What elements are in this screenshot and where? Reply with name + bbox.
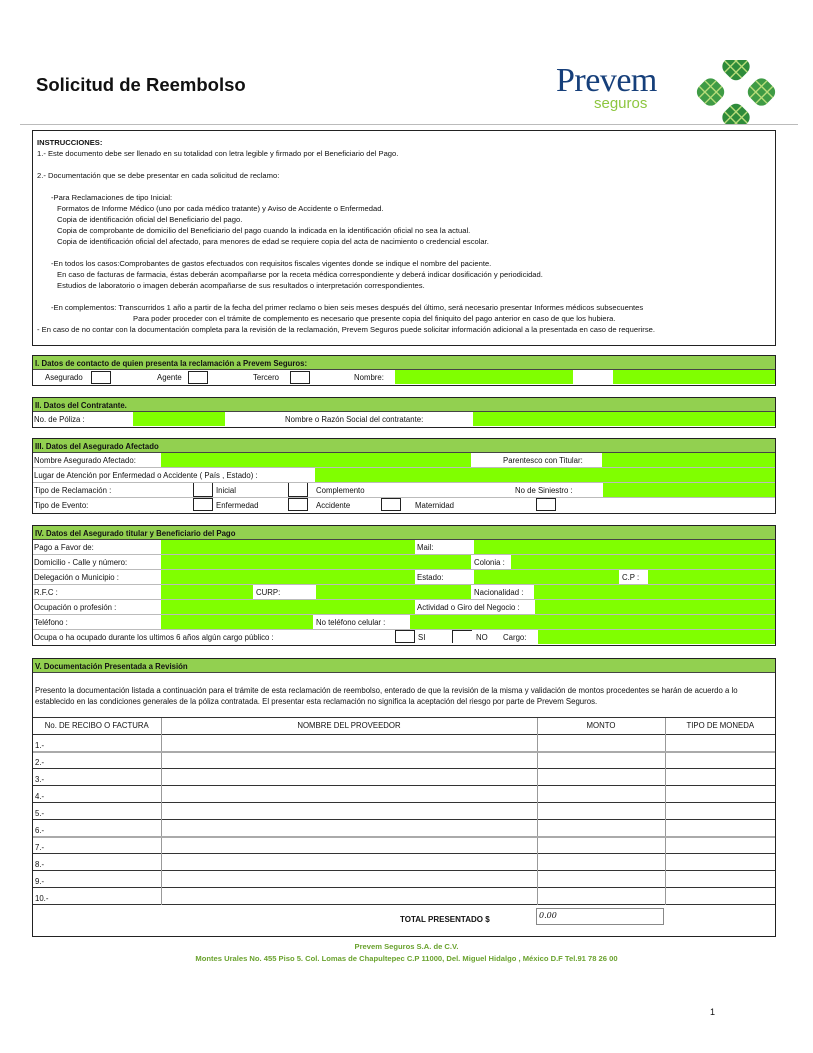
instruction-line: Para poder proceder con el trámite de complemento es necesario que presente copia del finiquito del pago anterior en caso de que los hubiera.	[133, 314, 616, 323]
page-number: 1	[710, 1007, 716, 1017]
razon-social-field[interactable]	[473, 412, 775, 426]
row-number[interactable]: 2.-	[33, 752, 161, 769]
ocupacion-row	[33, 600, 775, 615]
column-header: No. DE RECIBO O FACTURA	[33, 718, 161, 735]
column-header: MONTO	[537, 718, 665, 735]
actividad-field[interactable]	[535, 600, 775, 614]
instruction-line: En caso de facturas de farmacia, éstas deberán acompañarse por la receta médica correspondiente y deberá indicar dosificación y periodicidad.	[57, 270, 543, 279]
cp-field[interactable]	[648, 570, 775, 584]
table-row	[33, 820, 775, 837]
telefono-row	[33, 615, 775, 630]
section-documentacion-title: V. Documentación Presentada a Revisión	[33, 659, 775, 673]
section-contact-title: I. Datos de contacto de quien presenta la reclamación a Prevem Seguros:	[33, 356, 775, 370]
proveedor-cell[interactable]	[161, 854, 537, 871]
moneda-cell[interactable]	[665, 803, 775, 820]
prevem-logo	[552, 60, 782, 126]
section-beneficiario-title: IV. Datos del Asegurado titular y Beneficiario del Pago	[33, 526, 775, 540]
section-contratante-title: II. Datos del Contratante.	[33, 398, 775, 412]
instructions-heading: INSTRUCCIONES:	[37, 138, 103, 147]
column-header: NOMBRE DEL PROVEEDOR	[161, 718, 537, 735]
monto-cell[interactable]	[537, 735, 665, 752]
table-row	[33, 837, 775, 854]
no-checkbox[interactable]	[452, 630, 472, 643]
domicilio-row	[33, 555, 775, 570]
moneda-cell[interactable]	[665, 820, 775, 837]
moneda-cell[interactable]	[665, 871, 775, 888]
row-number[interactable]: 9.-	[33, 871, 161, 888]
agente-label: Agente	[157, 373, 182, 382]
curp-label: CURP:	[256, 588, 281, 597]
monto-cell[interactable]	[537, 871, 665, 888]
estado-field[interactable]	[474, 570, 619, 584]
poliza-label: No. de Póliza :	[34, 415, 85, 424]
monto-cell[interactable]	[537, 837, 665, 854]
documentacion-text: Presento la documentación listada a continuación para el trámite de esta reclamación de reembolso, enterado de que la revisión de la misma y validación de montos procedentes se harán de acuerdo a lo establecido en las condiciones generales de la póliza contratada. El presentar esta reclamación no significa la aceptación del riesgo por parte de Prevem Seguros.	[35, 686, 738, 706]
no-label: NO	[476, 633, 488, 642]
cargo-field[interactable]	[538, 630, 775, 644]
nombre-field-2[interactable]	[613, 370, 775, 384]
instruction-line: Formatos de Informe Médico (uno por cada médico tratante) y Aviso de Accidente o Enfermedad.	[57, 204, 384, 213]
si-label: SI	[418, 633, 426, 642]
agente-checkbox[interactable]	[188, 371, 208, 384]
rfc-row	[33, 585, 775, 600]
delegacion-row	[33, 570, 775, 585]
contact-row	[33, 370, 775, 385]
instruction-line: Copia de comprobante de domicilio del Beneficiario del pago cuando la indicada en la identificación oficial no sea la actual.	[57, 226, 471, 235]
monto-cell[interactable]	[537, 769, 665, 786]
section-afectado	[32, 438, 776, 514]
lugar-field[interactable]	[315, 468, 775, 482]
moneda-cell[interactable]	[665, 769, 775, 786]
cargo-publico-label: Ocupa o ha ocupado durante los ultimos 6 años algún cargo público :	[34, 633, 274, 642]
curp-field[interactable]	[316, 585, 471, 599]
proveedor-cell[interactable]	[161, 820, 537, 837]
colonia-label: Colonia :	[474, 558, 505, 567]
section-contact	[32, 355, 776, 386]
ocupacion-label: Ocupación o profesión :	[34, 603, 117, 612]
domicilio-field[interactable]	[161, 555, 471, 569]
enfermedad-label: Enfermedad	[216, 501, 259, 510]
parentesco-label: Parentesco con Titular:	[503, 456, 583, 465]
table-row	[33, 786, 775, 803]
nombre-afectado-field[interactable]	[161, 453, 471, 467]
nombre-field[interactable]	[395, 370, 573, 384]
proveedor-cell[interactable]	[161, 752, 537, 769]
row-number[interactable]: 5.-	[33, 803, 161, 820]
instructions-box	[32, 130, 776, 346]
nacionalidad-field[interactable]	[534, 585, 775, 599]
celular-label: No teléfono celular :	[316, 618, 386, 627]
section-afectado-title: III. Datos del Asegurado Afectado	[33, 439, 775, 453]
instruction-line: -En complementos: Transcurridos 1 año a partir de la fecha del primer reclamo o bien seis meses después del último, será necesario presentar Informes médicos subsecuentes	[51, 303, 644, 312]
row-number[interactable]: 10.-	[33, 888, 161, 905]
logo-sub: seguros	[594, 95, 648, 112]
logo-brand: Prevem	[556, 62, 657, 99]
cargo-label: Cargo:	[503, 633, 527, 642]
monto-cell[interactable]	[537, 786, 665, 803]
razon-social-label: Nombre o Razón Social del contratante:	[285, 415, 424, 424]
row-number[interactable]: 8.-	[33, 854, 161, 871]
row-number[interactable]: 7.-	[33, 837, 161, 854]
siniestro-field[interactable]	[603, 483, 775, 497]
complemento-label: Complemento	[316, 486, 365, 495]
monto-cell[interactable]	[537, 888, 665, 905]
instruction-line: 2.- Documentación que se debe presentar en cada solicitud de reclamo:	[37, 171, 280, 180]
instruction-line: -En todos los casos:Comprobantes de gastos efectuados con requisitos fiscales vigentes donde se indique el nombre del paciente.	[51, 259, 492, 268]
table-row	[33, 735, 775, 752]
monto-cell[interactable]	[537, 854, 665, 871]
table-row	[33, 871, 775, 888]
nombre-afectado-label: Nombre Asegurado Afectado:	[34, 456, 136, 465]
total-label: TOTAL PRESENTADO $	[400, 915, 490, 924]
proveedor-cell[interactable]	[161, 871, 537, 888]
column-header: TIPO DE MONEDA	[665, 718, 775, 735]
asegurado-label: Asegurado	[45, 373, 83, 382]
inicial-label: Inicial	[216, 486, 236, 495]
monto-cell[interactable]	[537, 820, 665, 837]
proveedor-cell[interactable]	[161, 786, 537, 803]
maternidad-checkbox[interactable]	[536, 498, 556, 511]
proveedor-cell[interactable]	[161, 837, 537, 854]
instruction-line: Copia de identificación oficial del Beneficiario del pago.	[57, 215, 243, 224]
si-checkbox[interactable]	[395, 630, 415, 643]
tipo-evento-label: Tipo de Evento:	[34, 501, 89, 510]
instruction-line: Copia de identificación oficial del afectado, para menores de edad se requiere copia del acta de nacimiento o credencial escolar.	[57, 237, 489, 246]
domicilio-label: Domicilio - Calle y número:	[34, 558, 128, 567]
cp-label: C.P :	[622, 573, 640, 582]
delegacion-label: Delegación o Municipio :	[34, 573, 119, 582]
row-number[interactable]: 4.-	[33, 786, 161, 803]
moneda-cell[interactable]	[665, 837, 775, 854]
parentesco-field[interactable]	[602, 453, 775, 467]
accidente-checkbox[interactable]	[288, 498, 308, 511]
maternidad-label: Maternidad	[415, 501, 455, 510]
footer-company: Prevem Seguros S.A. de C.V.	[354, 942, 459, 951]
tipo-reclamacion-row	[33, 483, 775, 498]
tipo-reclamacion-label: Tipo de Reclamación :	[34, 486, 112, 495]
proveedor-cell[interactable]	[161, 735, 537, 752]
siniestro-label: No de Siniestro :	[515, 486, 573, 495]
section-contratante	[32, 397, 776, 428]
asegurado-checkbox[interactable]	[91, 371, 111, 384]
tercero-checkbox[interactable]	[290, 371, 310, 384]
contratante-row	[33, 412, 775, 427]
table-header-row	[33, 718, 775, 735]
poliza-field[interactable]	[133, 412, 225, 426]
ocupacion-field[interactable]	[161, 600, 415, 614]
proveedor-cell[interactable]	[161, 888, 537, 905]
row-number[interactable]: 6.-	[33, 820, 161, 837]
pago-row	[33, 540, 775, 555]
moneda-cell[interactable]	[665, 735, 775, 752]
pago-favor-label: Pago a Favor de:	[34, 543, 94, 552]
table-row	[33, 803, 775, 820]
complemento-checkbox[interactable]	[288, 483, 308, 497]
monto-cell[interactable]	[537, 803, 665, 820]
section-beneficiario	[32, 525, 776, 646]
proveedor-cell[interactable]	[161, 803, 537, 820]
page-title: Solicitud de Reembolso	[36, 74, 246, 95]
telefono-field[interactable]	[161, 615, 313, 629]
instruction-line: - En caso de no contar con la documentación completa para la revisión de la reclamación, Prevem Seguros puede solicitar información adicional a la presentada en caso de requerirse.	[37, 325, 655, 334]
monto-cell[interactable]	[537, 752, 665, 769]
estado-label: Estado:	[417, 573, 444, 582]
moneda-cell[interactable]	[665, 854, 775, 871]
rfc-label: R.F.C :	[34, 588, 58, 597]
colonia-field[interactable]	[511, 555, 775, 569]
actividad-label: Actividad o Giro del Negocio :	[417, 603, 520, 612]
instruction-line: -Para Reclamaciones de tipo Inicial:	[51, 193, 173, 202]
maternidad-checkbox-left[interactable]	[381, 498, 401, 511]
lugar-row	[33, 468, 775, 483]
lugar-label: Lugar de Atención por Enfermedad o Accidente ( País , Estado) :	[34, 471, 258, 480]
moneda-cell[interactable]	[665, 752, 775, 769]
instruction-line: 1.- Este documento debe ser llenado en su totalidad con letra legible y firmado por el Beneficiario del Pago.	[37, 149, 399, 158]
header-rule	[20, 124, 798, 125]
footer-address: Montes Urales No. 455 Piso 5. Col. Lomas de Chapultepec C.P 11000, Del. Miguel Hidalgo , México D.F Tel.91 78 26 00	[195, 954, 618, 963]
section-documentacion	[32, 658, 776, 937]
table-row	[33, 888, 775, 905]
celular-field[interactable]	[410, 615, 775, 629]
moneda-cell[interactable]	[665, 888, 775, 905]
mail-label: Mail:	[417, 543, 434, 552]
cargo-publico-row	[33, 630, 775, 645]
clover-logo-icon	[692, 60, 780, 124]
table-row	[33, 769, 775, 786]
nacionalidad-label: Nacionalidad :	[474, 588, 524, 597]
table-row	[33, 854, 775, 871]
pago-favor-field[interactable]	[161, 540, 415, 554]
telefono-label: Teléfono :	[34, 618, 68, 627]
row-number[interactable]: 3.-	[33, 769, 161, 786]
inicial-checkbox[interactable]	[193, 483, 213, 497]
afectado-row	[33, 453, 775, 468]
total-field[interactable]: 0.00	[536, 908, 664, 925]
moneda-cell[interactable]	[665, 786, 775, 803]
accidente-label: Accidente	[316, 501, 351, 510]
mail-field[interactable]	[474, 540, 775, 554]
row-number[interactable]: 1.-	[33, 735, 161, 752]
table-row	[33, 752, 775, 769]
rfc-field[interactable]	[161, 585, 253, 599]
tipo-evento-row	[33, 498, 775, 513]
tercero-label: Tercero	[253, 373, 279, 382]
documents-table	[33, 717, 775, 905]
instruction-line: Estudios de laboratorio o imagen deberán acompañarse de sus resultados o interpretación correspondientes.	[57, 281, 425, 290]
nombre-label: Nombre:	[354, 373, 384, 382]
delegacion-field[interactable]	[161, 570, 415, 584]
enfermedad-checkbox[interactable]	[193, 498, 213, 511]
proveedor-cell[interactable]	[161, 769, 537, 786]
